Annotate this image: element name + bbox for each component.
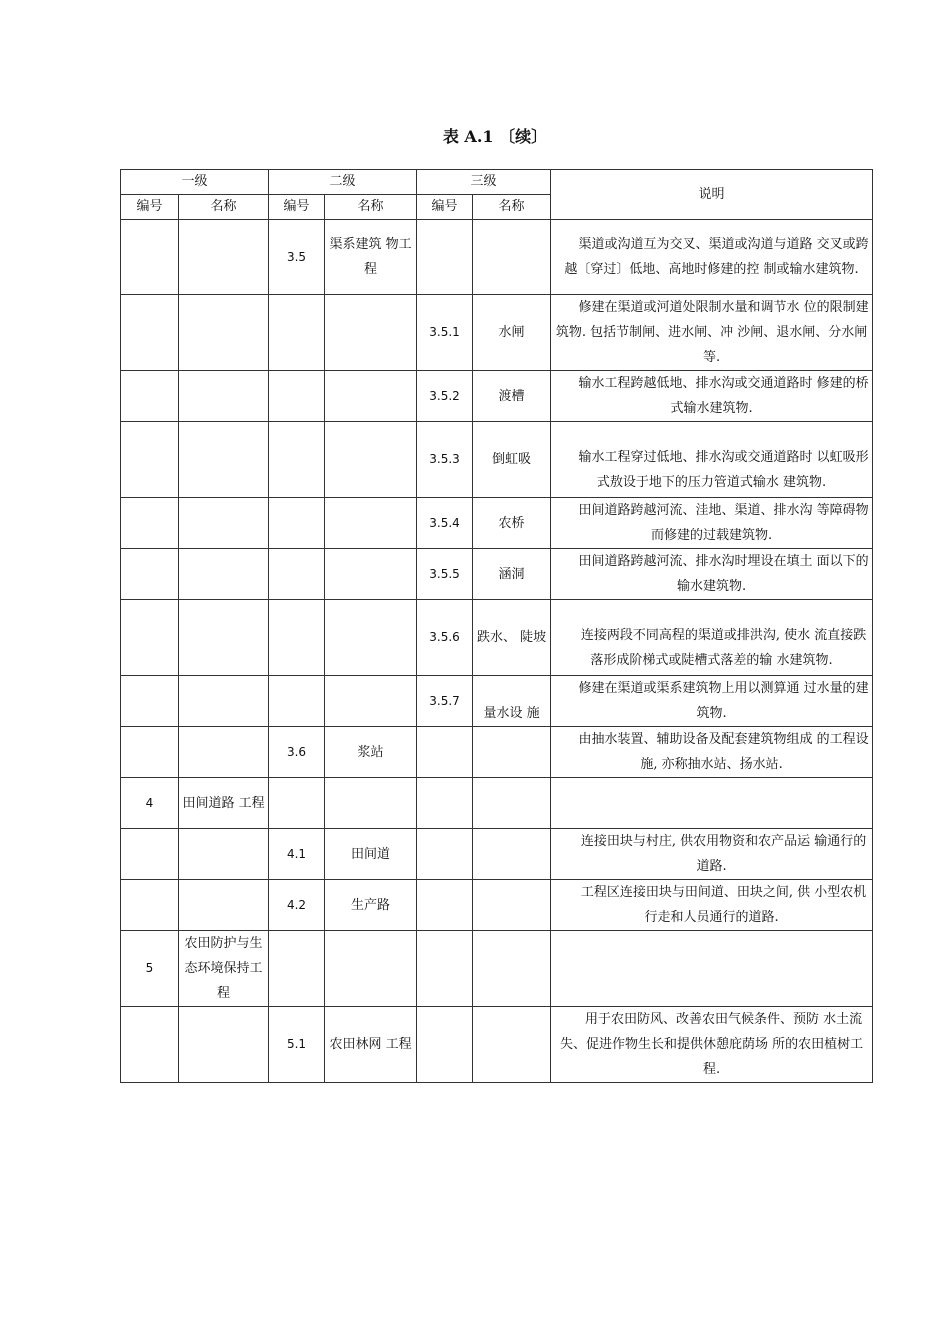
name-1 [179,498,269,549]
name-1 [179,220,269,295]
name-3: 渡槽 [473,371,551,422]
code-2 [269,295,325,371]
code-3: 3.5.2 [417,371,473,422]
table-row [121,1007,873,1083]
table-row [121,727,873,778]
table-row [121,829,873,880]
name-3: 跌水、 陡坡 [473,600,551,676]
code-3: 3.5.1 [417,295,473,371]
name-1 [179,727,269,778]
header-code-3: 编号 [417,195,473,220]
header-level1: 一级 [121,170,269,195]
code-3 [417,880,473,931]
code-3 [417,931,473,1007]
description: 渠道或沟道互为交叉、渠道或沟道与道路 交叉或跨越〔穿过〕低地、高地时修建的控 制或输水建筑物. [551,220,873,295]
description: 用于农田防风、改善农田气候条件、预防 水土流失、促进作物生长和提供休憩庇荫场 所的农田植树工程. [551,1007,873,1083]
name-3 [473,220,551,295]
name-3 [473,1007,551,1083]
table-row [121,498,873,549]
code-1 [121,371,179,422]
table-row [121,422,873,498]
code-3 [417,727,473,778]
name-1: 农田防护与生态环境保持工程 [179,931,269,1007]
code-1 [121,600,179,676]
code-1 [121,295,179,371]
name-2 [325,295,417,371]
name-1 [179,1007,269,1083]
name-2: 渠系建筑 物工程 [325,220,417,295]
name-3: 量水设 施 [473,676,551,727]
description: 工程区连接田块与田间道、田块之间, 供 小型农机行走和人员通行的道路. [551,880,873,931]
header-name-1: 名称 [179,195,269,220]
code-2 [269,549,325,600]
table-row [121,295,873,371]
classification-table [120,169,873,1083]
name-1: 田间道路 工程 [179,778,269,829]
name-2 [325,676,417,727]
code-2: 3.6 [269,727,325,778]
description [551,931,873,1007]
name-2: 农田林网 工程 [325,1007,417,1083]
table-row [121,676,873,727]
header-name-3: 名称 [473,195,551,220]
code-2 [269,498,325,549]
description: 修建在渠道或河道处限制水量和调节水 位的限制建筑物. 包括节制闸、进水闸、冲 沙闸、退水闸、分水闸等. [551,295,873,371]
header-row-1 [121,170,873,195]
name-2: 生产路 [325,880,417,931]
code-2 [269,676,325,727]
name-1 [179,371,269,422]
table-row [121,549,873,600]
name-3: 农桥 [473,498,551,549]
name-2 [325,498,417,549]
name-3: 倒虹吸 [473,422,551,498]
name-3 [473,829,551,880]
code-3 [417,829,473,880]
code-2 [269,371,325,422]
code-2 [269,600,325,676]
code-1 [121,829,179,880]
code-3: 3.5.7 [417,676,473,727]
name-1 [179,600,269,676]
code-2 [269,422,325,498]
table-row [121,880,873,931]
table-row [121,220,873,295]
code-3 [417,220,473,295]
description: 连接田块与村庄, 供农用物资和农产品运 输通行的道路. [551,829,873,880]
code-1 [121,880,179,931]
code-2: 5.1 [269,1007,325,1083]
header-level2: 二级 [269,170,417,195]
code-3: 3.5.4 [417,498,473,549]
name-2 [325,778,417,829]
name-1 [179,880,269,931]
name-3 [473,778,551,829]
code-2: 4.1 [269,829,325,880]
name-2: 浆站 [325,727,417,778]
code-3 [417,778,473,829]
name-1 [179,676,269,727]
header-level3: 三级 [417,170,551,195]
name-3 [473,727,551,778]
name-2 [325,422,417,498]
table-row [121,778,873,829]
code-1 [121,727,179,778]
description: 输水工程穿过低地、排水沟或交通道路时 以虹吸形式敖设于地下的压力管道式输水 建筑物. [551,422,873,498]
name-1 [179,549,269,600]
name-2 [325,600,417,676]
name-3 [473,931,551,1007]
name-2 [325,371,417,422]
header-desc: 说明 [551,170,873,220]
header-code-1: 编号 [121,195,179,220]
code-1 [121,220,179,295]
description: 连接两段不同高程的渠道或排洪沟, 使水 流直接跌落形成阶梯式或陡槽式落差的输 水建筑物. [551,600,873,676]
name-2 [325,549,417,600]
table-row [121,600,873,676]
description [551,778,873,829]
name-1 [179,829,269,880]
code-3 [417,1007,473,1083]
table-row [121,371,873,422]
description: 输水工程跨越低地、排水沟或交通道路时 修建的桥式输水建筑物. [551,371,873,422]
code-1 [121,676,179,727]
code-1 [121,422,179,498]
name-3 [473,880,551,931]
name-2 [325,931,417,1007]
description: 由抽水装置、辅助设备及配套建筑物组成 的工程设施, 亦称抽水站、扬水站. [551,727,873,778]
table-row [121,931,873,1007]
code-1 [121,498,179,549]
code-3: 3.5.5 [417,549,473,600]
code-2: 3.5 [269,220,325,295]
code-3: 3.5.3 [417,422,473,498]
name-1 [179,422,269,498]
code-2: 4.2 [269,880,325,931]
header-code-2: 编号 [269,195,325,220]
name-2: 田间道 [325,829,417,880]
description: 修建在渠道或渠系建筑物上用以测算通 过水量的建筑物. [551,676,873,727]
name-3: 涵洞 [473,549,551,600]
code-2 [269,931,325,1007]
code-1: 5 [121,931,179,1007]
description: 田间道路跨越河流、排水沟时埋设在填土 面以下的输水建筑物. [551,549,873,600]
header-name-2: 名称 [325,195,417,220]
code-2 [269,778,325,829]
code-1: 4 [121,778,179,829]
description: 田间道路跨越河流、洼地、渠道、排水沟 等障碍物而修建的过载建筑物. [551,498,873,549]
code-3: 3.5.6 [417,600,473,676]
name-3: 水闸 [473,295,551,371]
code-1 [121,549,179,600]
table-title: 表 A.1 〔续〕 [442,127,548,146]
name-1 [179,295,269,371]
code-1 [121,1007,179,1083]
